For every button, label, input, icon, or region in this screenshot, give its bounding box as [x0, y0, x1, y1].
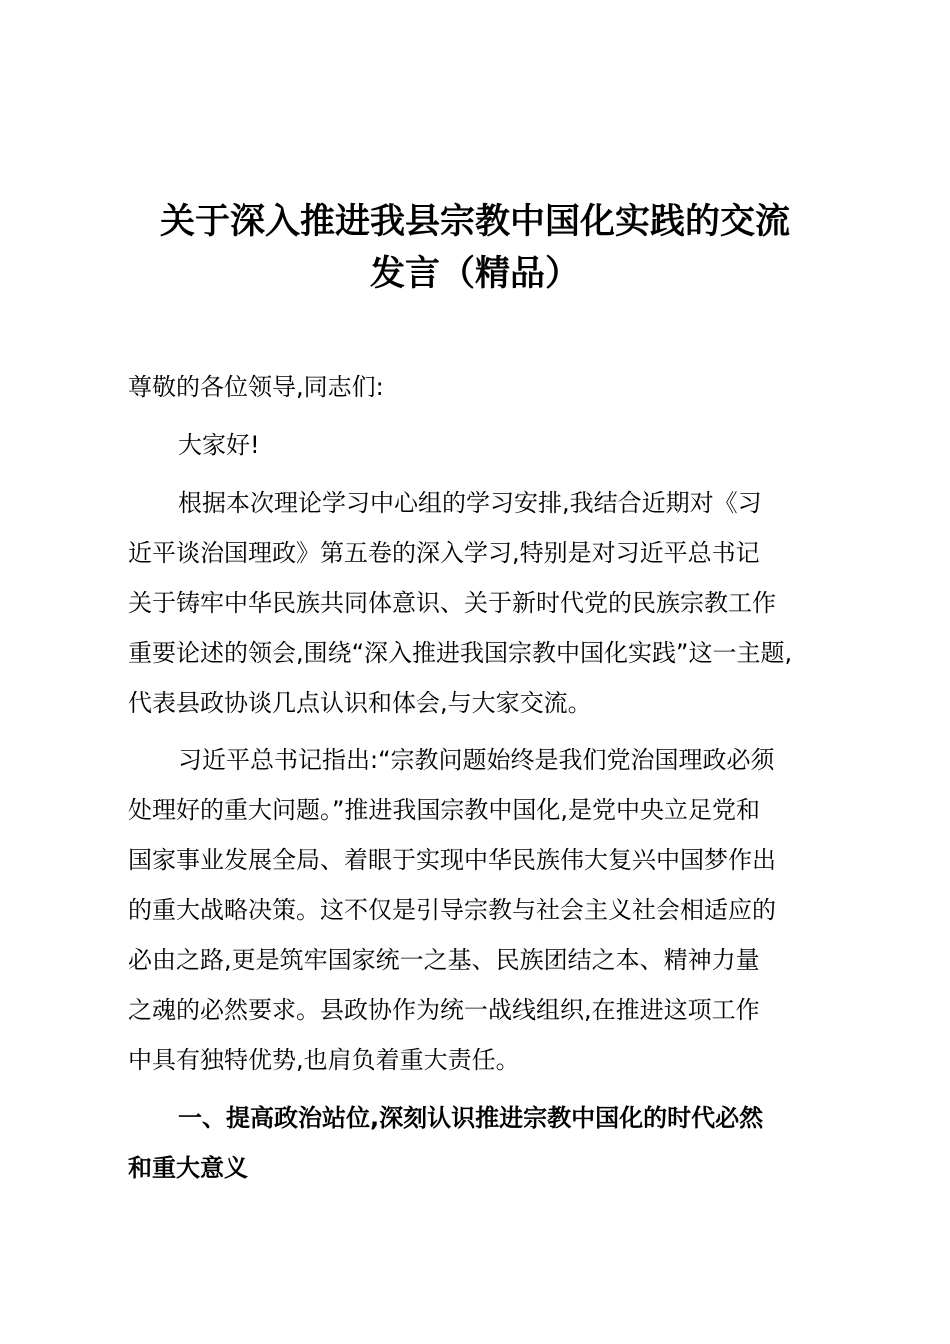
paragraph-1-line-3: 关于铸牢中华民族共同体意识、关于新时代党的民族宗教工作 [128, 589, 776, 617]
paragraph-2-line-7: 中具有独特优势,也肩负着重大责任。 [128, 1046, 520, 1074]
paragraph-1-line-1: 根据本次理论学习中心组的学习安排,我结合近期对《习 [178, 489, 762, 517]
paragraph-1-line-2: 近平谈治国理政》第五卷的深入学习,特别是对习近平总书记 [128, 539, 760, 567]
paragraph-1-line-5: 代表县政协谈几点认识和体会,与大家交流。 [128, 689, 592, 717]
paragraph-2-line-3: 国家事业发展全局、着眼于实现中华民族伟大复兴中国梦作出 [128, 846, 776, 874]
paragraph-2-line-6: 之魂的必然要求。县政协作为统一战线组织,在推进这项工作 [128, 996, 760, 1024]
document-title-line-2: 发言（精品） [369, 254, 580, 294]
greeting: 大家好! [178, 431, 260, 459]
section-1-heading-line-2: 和重大意义 [128, 1154, 248, 1182]
paragraph-1-line-4: 重要论述的领会,围绕“深入推进我国宗教中国化实践”这一主题, [128, 639, 793, 667]
paragraph-2-line-2: 处理好的重大问题。”推进我国宗教中国化,是党中央立足党和 [128, 796, 761, 824]
salutation: 尊敬的各位领导,同志们: [128, 373, 384, 401]
paragraph-2-line-1: 习近平总书记指出:“宗教问题始终是我们党治国理政必须 [178, 746, 775, 774]
document-title-line-1: 关于深入推进我县宗教中国化实践的交流 [159, 202, 790, 242]
paragraph-2-line-4: 的重大战略决策。这不仅是引导宗教与社会主义社会相适应的 [128, 896, 776, 924]
paragraph-2-line-5: 必由之路,更是筑牢国家统一之基、民族团结之本、精神力量 [128, 946, 760, 974]
section-1-heading-line-1: 一、提高政治站位,深刻认识推进宗教中国化的时代必然 [178, 1104, 764, 1132]
